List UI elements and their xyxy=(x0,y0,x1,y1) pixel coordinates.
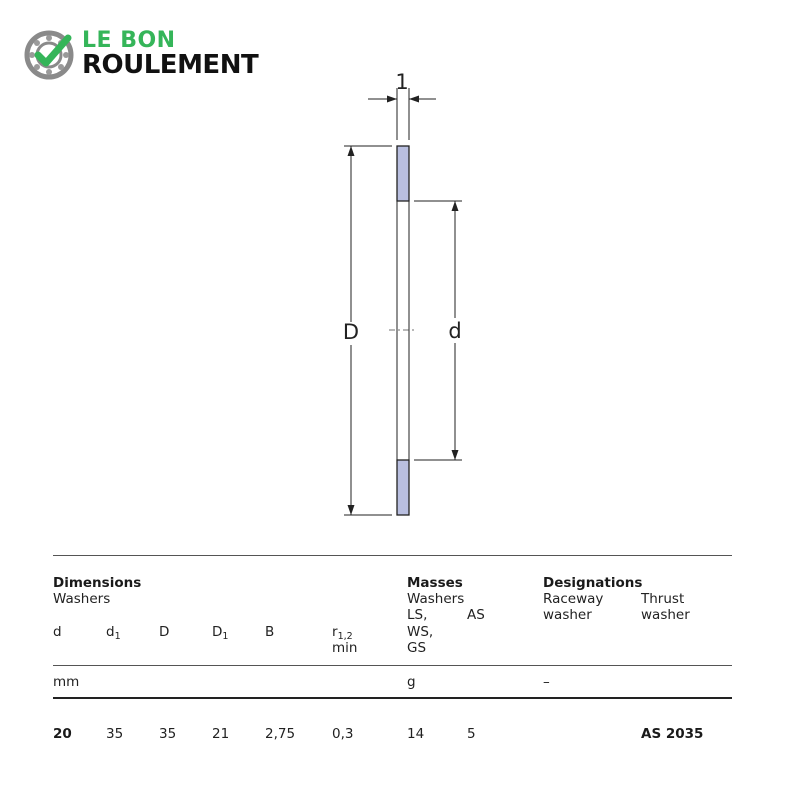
col-ws: WS, xyxy=(407,624,434,640)
header-thrust-washer: washer xyxy=(641,607,690,623)
col-d: d xyxy=(53,624,62,640)
header-dimensions: Dimensions xyxy=(53,575,142,591)
header-washers-dims: Washers xyxy=(53,591,111,607)
logo-text-top: LE BON xyxy=(82,28,176,53)
table-top-rule xyxy=(53,555,732,556)
cell-mass-ls: 14 xyxy=(407,726,425,742)
thickness-label: 1 xyxy=(395,70,409,94)
cell-d: 20 xyxy=(53,726,72,742)
unit-designation: – xyxy=(543,674,550,690)
cell-d1: 35 xyxy=(106,726,124,742)
col-B: B xyxy=(265,624,275,640)
outer-diameter-label: D xyxy=(342,320,360,344)
header-designations: Designations xyxy=(543,575,643,591)
col-D1: $D_1$ xyxy=(212,624,229,642)
units-top-rule xyxy=(53,665,732,666)
unit-g: g xyxy=(407,674,416,690)
unit-mm: mm xyxy=(53,674,80,690)
cell-r: 0,3 xyxy=(332,726,354,742)
col-r-min: min xyxy=(332,640,358,656)
cell-mass-as: 5 xyxy=(467,726,476,742)
header-raceway-washer: washer xyxy=(543,607,592,623)
logo-text-bottom: ROULEMENT xyxy=(82,50,259,80)
header-thrust: Thrust xyxy=(641,591,685,607)
header-raceway: Raceway xyxy=(543,591,604,607)
col-gs: GS xyxy=(407,640,427,656)
cell-D1: 21 xyxy=(212,726,230,742)
units-bottom-rule xyxy=(53,697,732,699)
cell-designation: AS 2035 xyxy=(641,726,704,742)
col-d1: $d_1$ xyxy=(106,624,121,642)
col-ls: LS, xyxy=(407,607,428,623)
col-as: AS xyxy=(467,607,485,623)
cell-B: 2,75 xyxy=(265,726,296,742)
inner-diameter-label: d xyxy=(448,319,462,343)
header-masses: Masses xyxy=(407,575,463,591)
col-r: $r_{1,2}$ xyxy=(332,624,353,642)
header-washers-mass: Washers xyxy=(407,591,465,607)
col-D: D xyxy=(159,624,170,640)
cell-D: 35 xyxy=(159,726,177,742)
